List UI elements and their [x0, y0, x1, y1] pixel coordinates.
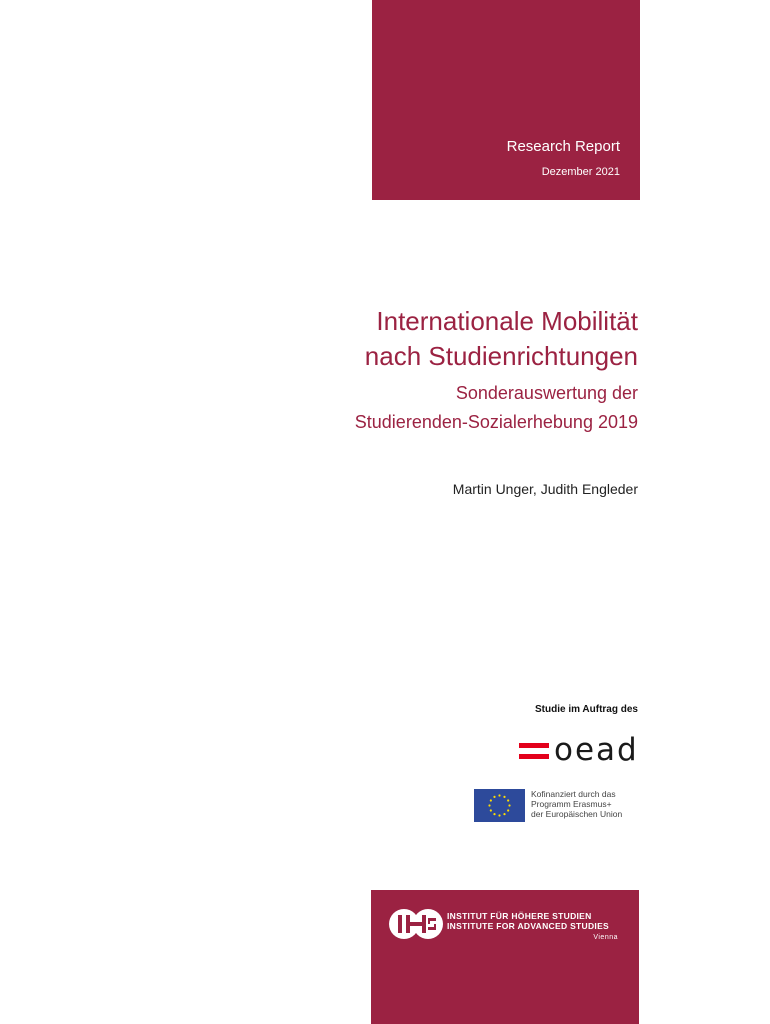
report-type-label: Research Report [506, 138, 620, 155]
eu-cofunding-block [474, 789, 644, 823]
eu-text-line-1: Kofinanziert durch das [531, 789, 616, 799]
report-date: Dezember 2021 [541, 166, 620, 178]
eu-star [493, 796, 495, 798]
report-header-band [372, 0, 640, 200]
eu-text-line-2: Programm Erasmus+ [531, 799, 612, 809]
ihs-logo-icon [388, 908, 444, 940]
eu-flag-icon [474, 789, 525, 822]
title-line-1: Internationale Mobilität [376, 306, 638, 336]
subtitle-block [138, 379, 638, 437]
eu-star [507, 809, 509, 811]
austria-flag-icon [519, 742, 549, 760]
eu-star [498, 794, 500, 796]
institute-name [447, 911, 609, 931]
eu-cofunding-text [531, 789, 622, 819]
oead-logo-text: oead [554, 732, 639, 768]
eu-star [498, 814, 500, 816]
eu-star [490, 809, 492, 811]
eu-star [508, 804, 510, 806]
subtitle-line-2: Studierenden-Sozialerhebung 2019 [354, 412, 638, 432]
authors: Martin Unger, Judith Engleder [452, 481, 638, 497]
institute-name-de: INSTITUT FÜR HÖHERE STUDIEN [447, 911, 592, 921]
eu-text-line-3: der Europäischen Union [531, 809, 623, 819]
commission-label: Studie im Auftrag des [535, 704, 638, 715]
eu-star [503, 796, 505, 798]
title-line-2: nach Studienrichtungen [364, 341, 638, 371]
institute-footer-band [371, 890, 639, 1024]
eu-star [503, 813, 505, 815]
eu-star [493, 813, 495, 815]
eu-star [507, 799, 509, 801]
title-block [138, 304, 638, 437]
oead-logo [519, 732, 639, 768]
institute-name-en: INSTITUTE FOR ADVANCED STUDIES [447, 921, 610, 931]
eu-star [490, 799, 492, 801]
institute-city: Vienna [593, 934, 618, 941]
subtitle-line-1: Sonderauswertung der [455, 383, 638, 403]
eu-star [488, 804, 490, 806]
